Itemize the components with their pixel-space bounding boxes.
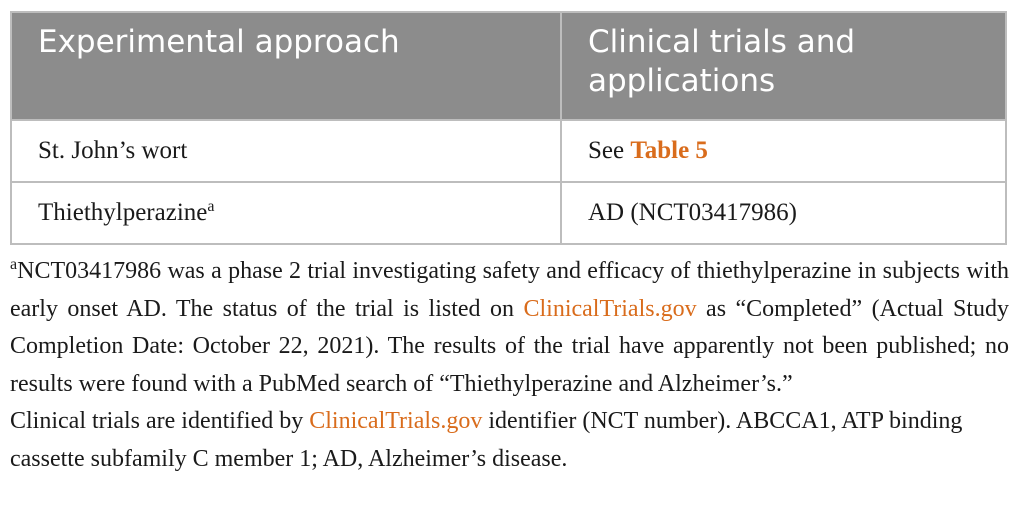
footnote-a-text-2: as “Completed” (Actual Study Completion Date: October 22, 2021). The results of the trial have apparently not been published; no results were found with a PubMed search of “Thiethylperazine and Alzheimer’s.” bbox=[10, 295, 1009, 397]
footnote-a bbox=[10, 253, 1009, 403]
cell-approach: St. John’s wort bbox=[11, 120, 561, 182]
footnote-a-marker: a bbox=[10, 256, 18, 273]
table-header-row bbox=[11, 12, 1006, 120]
header-experimental-approach: Experimental approach bbox=[11, 12, 561, 120]
trials-table bbox=[10, 11, 1007, 245]
approach-text: Thiethylperazine bbox=[38, 199, 208, 226]
table-footnotes bbox=[10, 253, 1009, 478]
trials-prefix: See bbox=[588, 137, 631, 164]
footnote-general-text-2: identifier (NCT number). ABCCA1, ATP binding cassette subfamily C member 1; AD, Alzheimer’s disease. bbox=[10, 408, 963, 472]
footnote-general-text-1: Clinical trials are identified by bbox=[10, 408, 310, 434]
table-5-link[interactable]: Table 5 bbox=[630, 137, 708, 164]
cell-trials: AD (NCT03417986) bbox=[561, 182, 1006, 244]
footnote-a-text-1: NCT03417986 was a phase 2 trial investigating safety and efficacy of thiethylperazine in subjects with early onset AD. The status of the trial is listed on bbox=[10, 258, 1009, 322]
table-row bbox=[11, 120, 1006, 182]
cell-approach bbox=[11, 182, 561, 244]
clinicaltrials-link[interactable]: ClinicalTrials.gov bbox=[523, 295, 697, 322]
footnote-general bbox=[10, 403, 1009, 478]
header-clinical-trials: Clinical trials and applications bbox=[561, 12, 1006, 120]
table-row bbox=[11, 182, 1006, 244]
cell-trials bbox=[561, 120, 1006, 182]
clinicaltrials-link[interactable]: ClinicalTrials.gov bbox=[309, 408, 483, 434]
footnote-marker: a bbox=[207, 198, 215, 215]
table-container bbox=[10, 11, 1007, 245]
